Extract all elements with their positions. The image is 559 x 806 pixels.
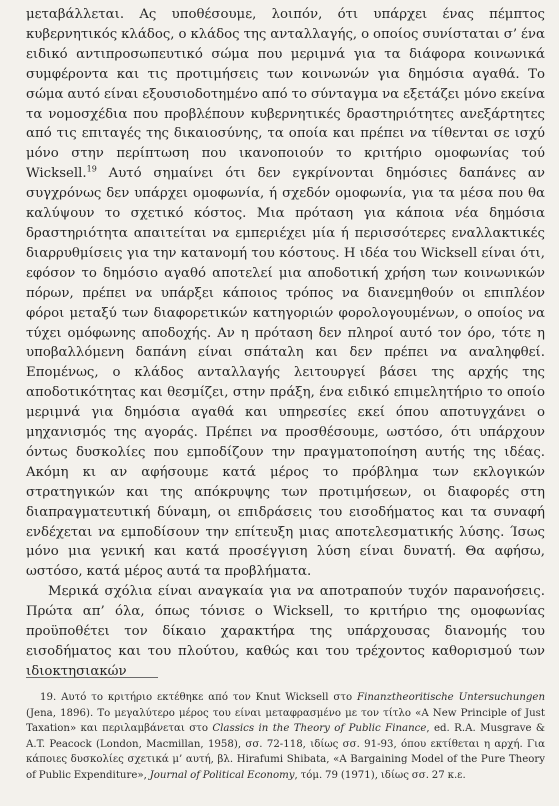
footnote-marker-19[interactable]: 19 (86, 164, 97, 174)
paragraph-1-part-a: μεταβάλλεται. Ας υποθέσουμε, λοιπόν, ότι υπάρχει ένας πέμπτος κυβερνητικός κλάδος, ο κλάδος της ανταλλαγής, ο οποίος συνίσταται σ’ ένα ειδικό αντιπροσωπευτικό σώμα που μεριμνά για τα διάφορα κοινωνικά συμφέροντα και τις προτιμήσεις των κοινωνών για δημόσια αγαθά. Το σώμα αυτό είναι εξουσιοδοτημένο από το σύνταγμα να εξετάζει μόνο εκείνα τα νομοσχέδια που προβλέπουν κυβερνητικές δραστηριότητες ανεξάρτητες από τις επιταγές της δικαιοσύνης, τα οποία και πρέπει να τίθενται σε ισχύ μόνο στην περίπτωση που ικανοποιούν το κριτήριο ομοφωνίας τού Wicksell. (26, 7, 545, 182)
footnote-title-3: Journal of Political Economy (149, 769, 295, 781)
paragraph-2: Μερικά σχόλια είναι αναγκαία για να αποτραπούν τυχόν παρανοήσεις. Πρώτα απ’ όλα, όπως τόνισε ο Wicksell, το κριτήριο της ομοφωνίας προϋποθέτει τον δίκαιο χαρακτήρα της υπάρχουσας διανομής του εισοδήματος και του πλούτου, καθώς και του τρέχοντος καθορισμού των ιδιοκτησιακών (26, 584, 545, 679)
footnote-title-1: Finanztheoritische Untersuchungen (357, 692, 546, 703)
main-text (26, 5, 545, 682)
paragraph-1 (26, 5, 545, 582)
footnote-19 (26, 690, 545, 784)
footnote-tail: , τόμ. 79 (1971), ιδίως σσ. 27 κ.ε. (294, 769, 466, 781)
footnote-separator (26, 677, 158, 678)
paragraph-1-part-b: Αυτό σημαίνει ότι δεν εγκρίνονται δημόσιες δαπάνες αν συγχρόνως δεν υπάρχει ομοφωνία, ή σχεδόν ομοφωνία, για τα μέσα που θα καλύψουν το σχετικό κόστος. Μια πρόταση για κάποια νέα δημόσια δραστηριότητα απαιτείται να εμπεριέχει μία ή περισσότερες εναλλακτικές διαρρυθμίσεις για την κατανομή του κόστους. Η ιδέα του Wicksell είναι ότι, εφόσον το δημόσιο αγαθό αποτελεί μια αποδοτική χρήση των κοινωνικών πόρων, πρέπει να υπάρξει κάποιος τρόπος να διανεμηθούν οι επιπλέον φόροι μεταξύ των διαφορετικών κατηγοριών φορολογουμένων, ο οποίος να τύχει ομόφωνης αποδοχής. Αν η πρόταση δεν πληροί αυτό τον όρο, τότε η υποβαλλόμενη δαπάνη είναι σπάταλη και δεν πρέπει να αναληφθεί. Επομένως, ο κλάδος ανταλλαγής λειτουργεί βάσει της αρχής της αποδοτικότητας και θεσμίζει, στην πράξη, ένα ειδικό επιμελητήριο το οποίο μεριμνά για δημόσια αγαθά και υπηρεσίες εκεί όπου αποτυγχάνει ο μηχανισμός της αγοράς. Πρέπει να προσθέσουμε, ωστόσο, ότι υπάρχουν όντως δυσκολίες που εμποδίζουν την πραγματοποίηση αυτής της ιδέας. Ακόμη κι αν αφήσουμε κατά μέρος το πρόβλημα των εκλογικών στρατηγικών και της απόκρυψης των προτιμήσεων, οι διαφορές στη διαπραγματευτική δύναμη, οι επιδράσεις του εισοδήματος και τα συναφή ενδέχεται να εμποδίσουν την επίτευξη μιας αποτελεσματικής λύσης. Ίσως μόνο μια γενική και κατά προσέγγιση λύση είναι δυνατή. Θα αφήσω, ωστόσο, κατά μέρος αυτά τα προβλήματα. (26, 166, 545, 580)
footnote-lead: 19. Αυτό το κριτήριο εκτέθηκε από τον Knut Wicksell στο (40, 692, 357, 703)
footnote-mid-1: (Jena, 1896). Το μεγαλύτερο μέρος του είναι μεταφρασμένο με τον τίτλο «A New Principle of Just Taxation» και περιλαμβάνεται στο (26, 707, 545, 735)
footnote-title-2: Classics in the Theory of Public Finance (212, 723, 427, 735)
footnote-mid-2: , ed. R.A. Musgrave & A.T. Peacock (London, Macmillan, 1958), σσ. 72-118, ιδίως σσ. 91-93, όπου εκτίθεται η αρχή. Για κάποιες δυσκολίες σχετικά μ’ αυτή, βλ. Hirafumi Shibata, «A Bargaining Model of the Pure Theory of Public Expenditure», (26, 723, 545, 781)
